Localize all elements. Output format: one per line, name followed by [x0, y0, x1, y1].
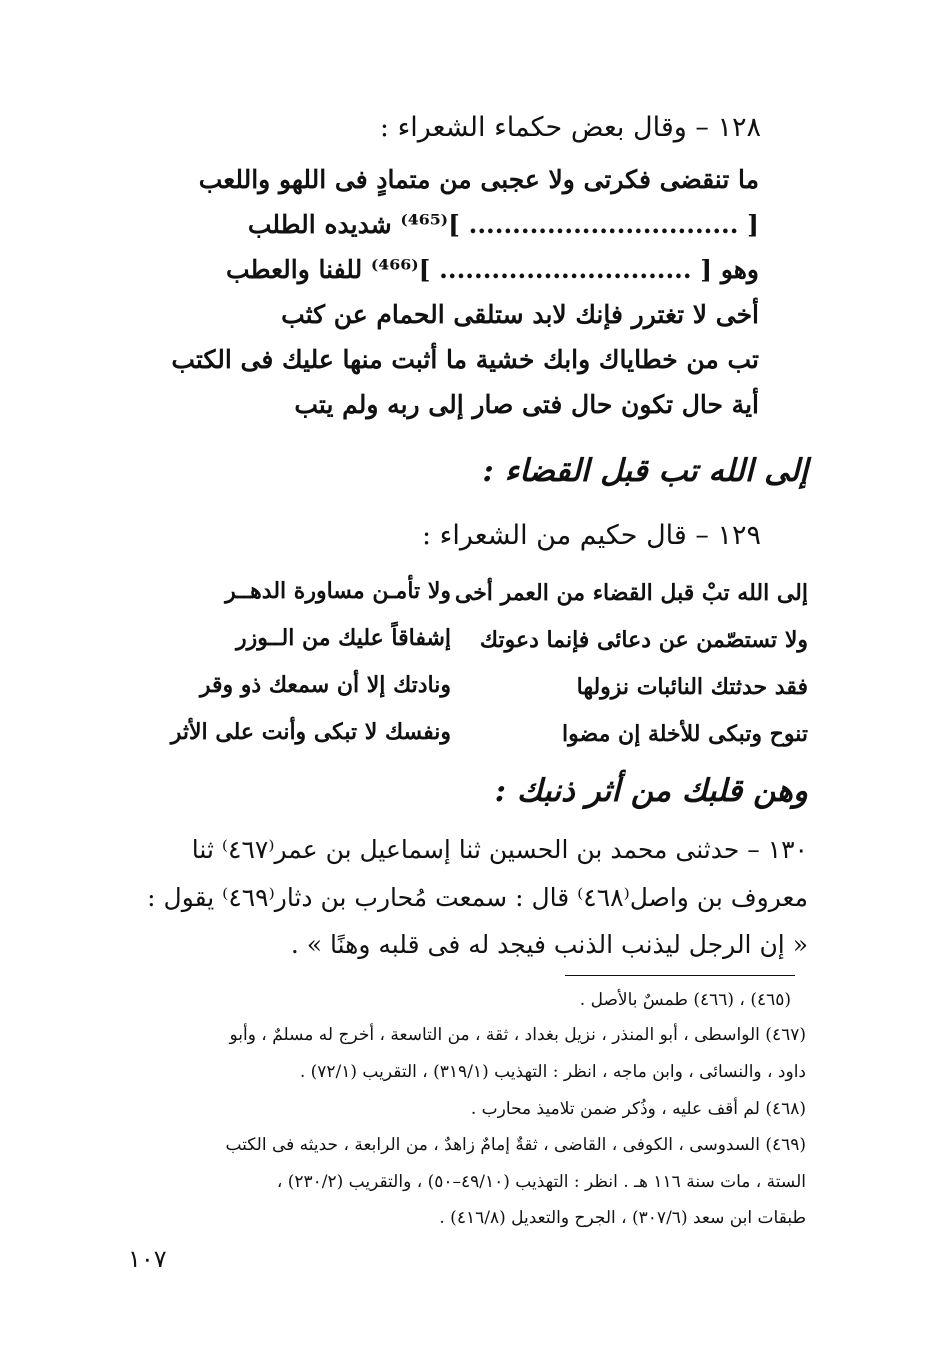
poem-left-line-3: ونادتك إلا أن سمعك ذو وقر: [199, 672, 451, 698]
verse-line-3: وهو [ ............................. ]⁽⁴⁶⁶⁾ للفنا والعطب: [226, 255, 759, 284]
footnote-line-7: طبقات ابن سعد (٣٠٧/٦) ، الجرح والتعديل (٤١٦/٨) .: [439, 1208, 806, 1228]
footnote-line-4: (٤٦٨) لم أقف عليه ، وذُكر ضمن تلاميذ محارب .: [470, 1099, 806, 1119]
verse-line-2: [ ............................... ]⁽⁴⁶⁵⁾ شديده الطلب: [247, 210, 759, 239]
section-title-1: إلى الله تب قبل القضاء :: [482, 453, 808, 489]
poem-right-line-3: فقد حدثتك النائبات نزولها: [576, 674, 808, 700]
poem-right-line-2: ولا تستصّمن عن دعائى فإنما دعوتك: [479, 627, 808, 653]
page-number: ١٠٧: [128, 1245, 167, 1273]
item-130-line-3: « إن الرجل ليذنب الذنب فيجد له فى قلبه وهنًا » .: [290, 930, 808, 959]
verse-line-1: ما تنقضى فكرتى ولا عجبى من متمادٍ فى اللهو واللعب: [198, 165, 759, 194]
item-130-line-2: معروف بن واصل⁽٤٦٨⁾ قال : سمعت مُحارب بن دثار⁽٤٦٩⁾ يقول :: [147, 883, 808, 912]
footnote-separator: [565, 975, 795, 976]
item-128-heading: ١٢٨ – وقال بعض حكماء الشعراء :: [379, 112, 761, 143]
footnote-line-2: (٤٦٧) الواسطى ، أبو المنذر ، نزيل بغداد ، ثقة ، من التاسعة ، أخرج له مسلمٌ ، وأبو: [229, 1025, 806, 1045]
footnote-line-6: الستة ، مات سنة ١١٦ هـ . انظر : التهذيب (٤٩/١٠–٥٠) ، والتقريب (٢٣٠/٢) ،: [276, 1172, 806, 1192]
verse-line-4: أخى لا تغترر فإنك لابد ستلقى الحمام عن كثب: [281, 300, 759, 329]
verse-line-6: أية حال تكون حال فتى صار إلى ربه ولم يتب: [294, 390, 759, 419]
poem-right-line-4: تنوح وتبكى للأخلة إن مضوا: [562, 721, 808, 747]
footnote-line-5: (٤٦٩) السدوسى ، الكوفى ، القاضى ، ثقةٌ إمامٌ زاهدٌ ، من الرابعة ، حديثه فى الكتب: [225, 1135, 806, 1155]
poem-left-line-4: ونفسك لا تبكى وأنت على الأثر: [170, 719, 451, 745]
section-title-2: وهن قلبك من أثر ذنبك :: [494, 773, 808, 809]
item-130-line-1: ١٣٠ – حدثنى محمد بن الحسين ثنا إسماعيل بن عمر⁽٤٦٧⁾ ثنا: [191, 835, 808, 864]
item-129-heading: ١٢٩ – قال حكيم من الشعراء :: [421, 520, 761, 551]
footnote-line-3: داود ، والنسائى ، وابن ماجه ، انظر : التهذيب (٣١٩/١) ، التقريب (٧٢/١) .: [299, 1062, 806, 1082]
footnote-line-1: (٤٦٥) ، (٤٦٦) طمسٌ بالأصل .: [579, 990, 791, 1010]
verse-line-5: تب من خطاياك وابك خشية ما أثبت منها عليك فى الكتب: [171, 345, 759, 374]
poem-left-line-1: ولا تأمـن مساورة الدهــر: [225, 578, 451, 604]
poem-left-line-2: إشفاقاً عليك من الــوزر: [235, 625, 451, 651]
poem-right-line-1: إلى الله تبْ قبل القضاء من العمر أخى: [454, 580, 808, 606]
